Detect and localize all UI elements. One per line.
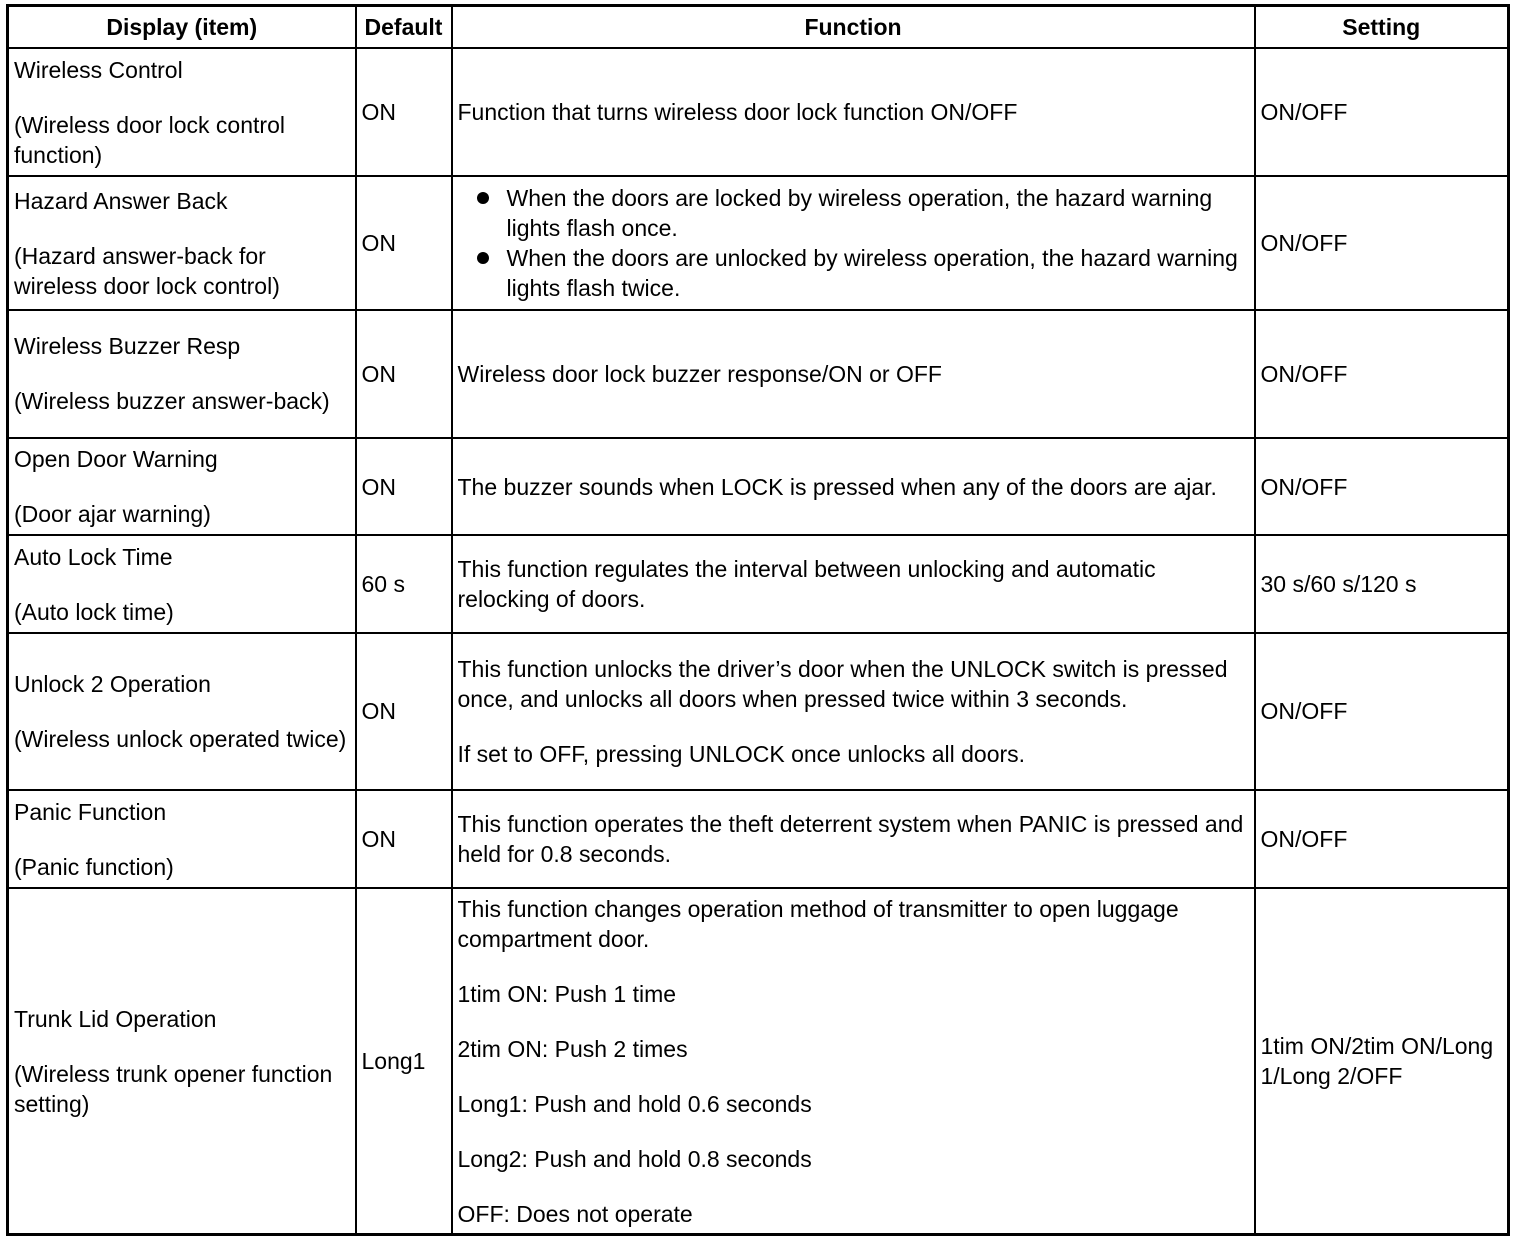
table-row	[8, 790, 1509, 888]
item-name: Wireless Buzzer Resp	[14, 333, 241, 360]
display-item-cell	[8, 310, 356, 438]
function-cell	[452, 176, 1255, 309]
item-description: (Panic function)	[14, 853, 174, 880]
setting-value: 30 s/60 s/120 s	[1255, 535, 1509, 632]
function-text: If set to OFF, pressing UNLOCK once unlocks all doors.	[457, 740, 1026, 767]
table-row	[8, 176, 1509, 309]
display-item-cell	[8, 790, 356, 888]
item-description: (Wireless door lock control function)	[14, 111, 285, 168]
default-value: ON	[356, 438, 452, 535]
item-description: (Door ajar warning)	[14, 501, 211, 528]
header-row	[8, 6, 1509, 49]
table-row	[8, 888, 1509, 1234]
item-description: (Auto lock time)	[14, 598, 174, 625]
display-item-cell	[8, 176, 356, 309]
header-function: Function	[452, 6, 1255, 49]
item-description: (Wireless trunk opener function setting)	[14, 1060, 333, 1117]
function-cell	[452, 888, 1255, 1234]
display-item-cell	[8, 633, 356, 790]
header-display-item: Display (item)	[8, 6, 356, 49]
table-row	[8, 438, 1509, 535]
function-text: This function regulates the interval between unlocking and automatic relocking of doors.	[457, 556, 1156, 613]
function-text: This function changes operation method of transmitter to open luggage compartment door.	[457, 895, 1179, 952]
function-text: Function that turns wireless door lock function ON/OFF	[457, 99, 1018, 126]
table-row	[8, 48, 1509, 176]
setting-value: ON/OFF	[1255, 438, 1509, 535]
item-name: Auto Lock Time	[14, 543, 173, 570]
setting-value: 1tim ON/2tim ON/Long 1/Long 2/OFF	[1255, 888, 1509, 1234]
function-text: OFF: Does not operate	[457, 1200, 693, 1227]
display-item-cell	[8, 438, 356, 535]
function-cell	[452, 633, 1255, 790]
function-text: This function unlocks the driver’s door when the UNLOCK switch is pressed once, and unlocks all doors when pressed twice within 3 seconds.	[457, 655, 1228, 712]
function-cell	[452, 48, 1255, 176]
setting-value: ON/OFF	[1255, 176, 1509, 309]
function-text: Wireless door lock buzzer response/ON or OFF	[457, 360, 942, 387]
table-row	[8, 633, 1509, 790]
function-cell	[452, 438, 1255, 535]
table-row	[8, 310, 1509, 438]
header-setting: Setting	[1255, 6, 1509, 49]
default-value: ON	[356, 310, 452, 438]
function-text: This function operates the theft deterrent system when PANIC is pressed and held for 0.8 seconds.	[457, 811, 1244, 868]
item-name: Hazard Answer Back	[14, 187, 228, 214]
display-item-cell	[8, 48, 356, 176]
setting-value: ON/OFF	[1255, 790, 1509, 888]
item-name: Unlock 2 Operation	[14, 670, 211, 697]
function-text: 1tim ON: Push 1 time	[457, 980, 677, 1007]
function-cell	[452, 310, 1255, 438]
function-text: 2tim ON: Push 2 times	[457, 1035, 688, 1062]
header-default: Default	[356, 6, 452, 49]
table-row	[8, 535, 1509, 632]
default-value: ON	[356, 790, 452, 888]
item-name: Trunk Lid Operation	[14, 1005, 217, 1032]
default-value: 60 s	[356, 535, 452, 632]
setting-value: ON/OFF	[1255, 633, 1509, 790]
display-item-cell	[8, 888, 356, 1234]
default-value: Long1	[356, 888, 452, 1234]
item-description: (Hazard answer-back for wireless door lock control)	[14, 242, 280, 299]
function-text: The buzzer sounds when LOCK is pressed when any of the doors are ajar.	[457, 473, 1217, 500]
setting-value: ON/OFF	[1255, 310, 1509, 438]
default-value: ON	[356, 48, 452, 176]
item-name: Wireless Control	[14, 56, 183, 83]
function-bullet: When the doors are locked by wireless operation, the hazard warning lights flash once.	[473, 183, 1249, 243]
function-cell	[452, 790, 1255, 888]
item-name: Open Door Warning	[14, 446, 218, 473]
display-item-cell	[8, 535, 356, 632]
function-bullet-list	[458, 183, 1249, 303]
item-name: Panic Function	[14, 798, 167, 825]
function-text: Long2: Push and hold 0.8 seconds	[457, 1145, 812, 1172]
settings-table	[6, 4, 1510, 1236]
default-value: ON	[356, 176, 452, 309]
default-value: ON	[356, 633, 452, 790]
item-description: (Wireless unlock operated twice)	[14, 725, 347, 752]
item-description: (Wireless buzzer answer-back)	[14, 388, 330, 415]
setting-value: ON/OFF	[1255, 48, 1509, 176]
function-bullet: When the doors are unlocked by wireless operation, the hazard warning lights flash twice.	[473, 243, 1249, 303]
function-text: Long1: Push and hold 0.6 seconds	[457, 1090, 812, 1117]
function-cell	[452, 535, 1255, 632]
